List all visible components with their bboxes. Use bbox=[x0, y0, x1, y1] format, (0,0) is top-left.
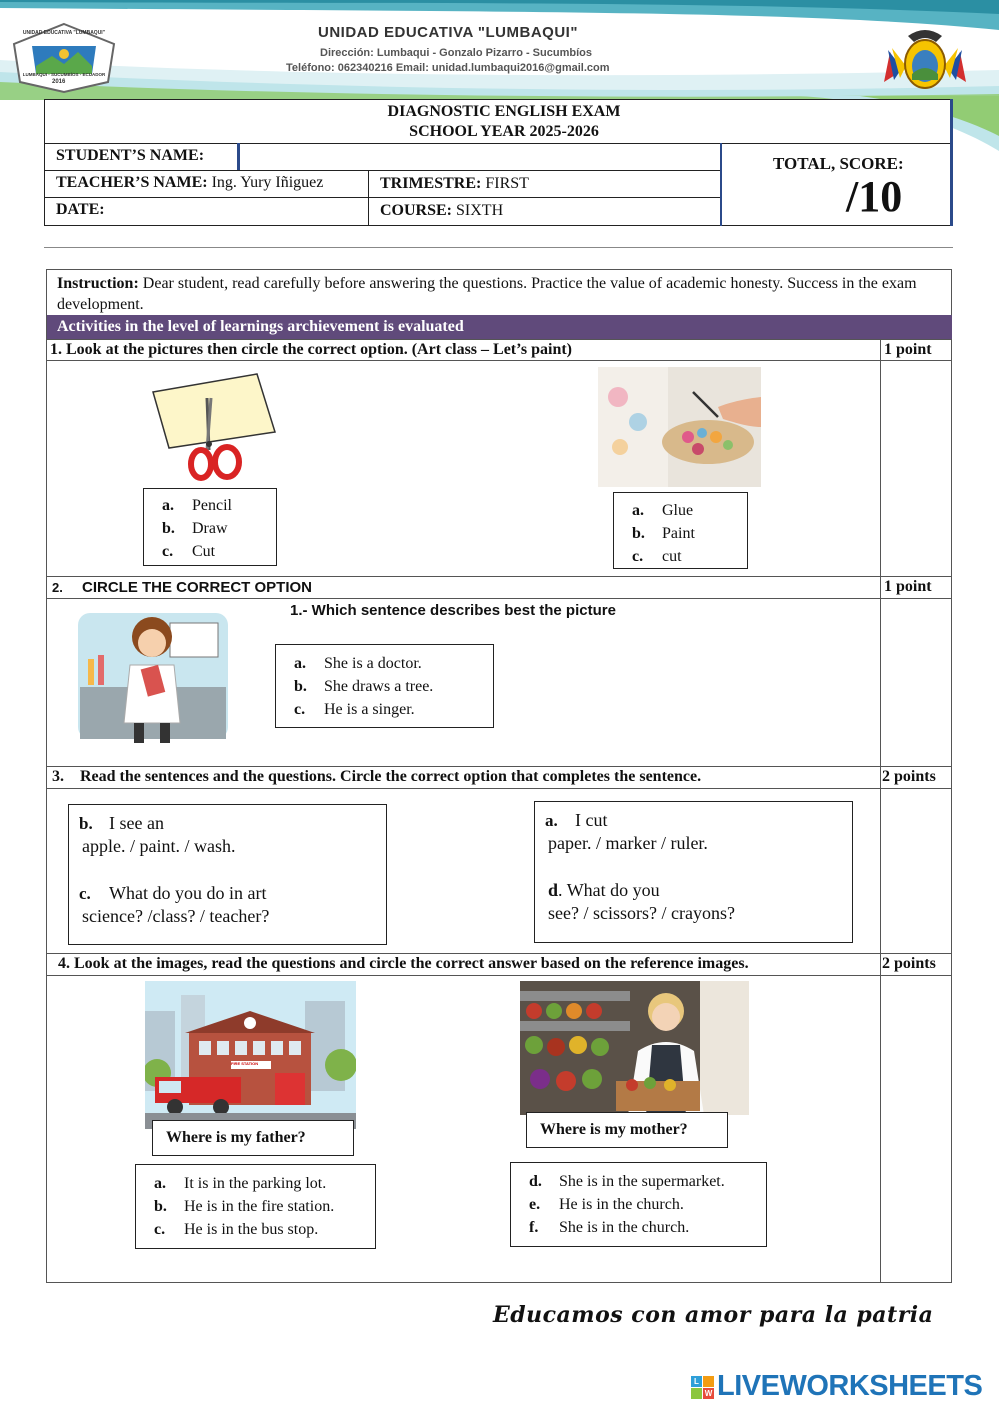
q4-title: 4. Look at the images, read the questions and circle the correct answer based on the reference images. bbox=[58, 955, 749, 972]
q4-option-b[interactable]: b. He is in the fire station. bbox=[154, 1198, 335, 1215]
q2-options bbox=[275, 644, 494, 728]
q1-option-2a[interactable]: a. Glue bbox=[632, 502, 694, 519]
q2-option-c[interactable]: c. He is a singer. bbox=[294, 701, 415, 718]
exam-school-year: SCHOOL YEAR 2025-2026 bbox=[409, 123, 599, 140]
supermarket-image bbox=[520, 981, 749, 1115]
fire-station-image bbox=[145, 981, 356, 1129]
logo-cell-l: L bbox=[691, 1376, 702, 1387]
logo-cell-green bbox=[691, 1388, 702, 1399]
q3-box-1 bbox=[68, 804, 387, 945]
q3-item-c-options[interactable]: science? /class? / teacher? bbox=[82, 906, 270, 926]
q4-option-d[interactable]: d. She is in the supermarket. bbox=[529, 1173, 725, 1190]
q1-option-1c[interactable]: c. Cut bbox=[162, 543, 216, 560]
teacher-name: TEACHER’S NAME: Ing. Yury Iñiguez bbox=[56, 174, 324, 191]
q2-option-a[interactable]: a. She is a doctor. bbox=[294, 655, 422, 672]
q4-points: 2 points bbox=[882, 955, 936, 972]
date-field[interactable] bbox=[150, 199, 364, 223]
q1-option-2b[interactable]: b. Paint bbox=[632, 525, 695, 542]
date-label: DATE: bbox=[56, 201, 105, 218]
q4-option-e[interactable]: e. He is in the church. bbox=[529, 1196, 684, 1213]
q2-points: 1 point bbox=[884, 578, 932, 595]
q1-title: 1. Look at the pictures then circle the correct option. (Art class – Let’s paint) bbox=[50, 341, 572, 358]
q3-item-a: a. I cut bbox=[545, 810, 608, 830]
q3-points: 2 points bbox=[882, 768, 936, 785]
q4-option-f[interactable]: f. She is in the church. bbox=[529, 1219, 690, 1236]
logo-year: 2016 bbox=[52, 79, 66, 85]
painting-palette-image bbox=[598, 367, 761, 487]
school-name: UNIDAD EDUCATIVA "LUMBAQUI" bbox=[318, 24, 578, 41]
q3-item-b-options[interactable]: apple. / paint. / wash. bbox=[82, 836, 236, 856]
logo-text-top: UNIDAD EDUCATIVA "LUMBAQUI" bbox=[22, 30, 106, 36]
doctor-image bbox=[70, 605, 236, 747]
school-contact: Teléfono: 062340216 Email: unidad.lumbaqui2016@gmail.com bbox=[286, 62, 610, 74]
q3-item-c: c. What do you do in art bbox=[79, 883, 267, 903]
logo-cell-w: W bbox=[704, 1389, 713, 1398]
q2-title: 2. CIRCLE THE CORRECT OPTION bbox=[52, 579, 313, 596]
logo-cell-orange bbox=[703, 1376, 714, 1387]
q1-options-2 bbox=[613, 492, 748, 569]
course: COURSE: SIXTH bbox=[380, 202, 504, 219]
logo-text-bottom: LUMBAQUI - SUCUMBÍOS - ECUADOR bbox=[22, 72, 106, 77]
q4-option-a[interactable]: a. It is in the parking lot. bbox=[154, 1175, 327, 1192]
liveworksheets-logo-icon bbox=[691, 1376, 715, 1400]
motto: Educamos con amor para la patria bbox=[493, 1302, 934, 1328]
q3-box-2 bbox=[534, 801, 853, 943]
q4-mother-options bbox=[510, 1162, 767, 1247]
activities-banner: Activities in the level of learnings archievement is evaluated bbox=[47, 315, 952, 339]
score-value: /10 bbox=[846, 172, 903, 221]
fire-station-sign: FIRE STATION bbox=[231, 1061, 259, 1066]
q1-points: 1 point bbox=[884, 341, 932, 358]
q3-item-d: d. What do you bbox=[548, 880, 660, 900]
score-label: TOTAL, SCORE: bbox=[773, 154, 904, 173]
liveworksheets-brand[interactable]: LIVEWORKSHEETS bbox=[717, 1370, 983, 1402]
q3-item-d-options[interactable]: see? / scissors? / crayons? bbox=[548, 903, 735, 923]
q4-father-options bbox=[135, 1164, 376, 1249]
school-address: Dirección: Lumbaqui - Gonzalo Pizarro - Sucumbíos bbox=[320, 47, 592, 59]
student-name-field[interactable] bbox=[242, 145, 716, 168]
mother-question: Where is my mother? bbox=[526, 1112, 728, 1148]
trimester: TRIMESTRE: FIRST bbox=[380, 175, 529, 192]
student-name-label: STUDENT’S NAME: bbox=[56, 147, 205, 164]
exam-title: DIAGNOSTIC ENGLISH EXAM bbox=[387, 103, 621, 120]
coat-of-arms-icon bbox=[880, 22, 970, 92]
q2-option-b[interactable]: b. She draws a tree. bbox=[294, 678, 434, 695]
instruction-text: Instruction: Dear student, read carefully before answering the questions. Practice the value of academic honesty. Success in the exam development. bbox=[57, 275, 917, 313]
q1-option-2c[interactable]: c. cut bbox=[632, 548, 682, 565]
scissors-cutting-paper-image bbox=[145, 370, 280, 482]
q1-option-1b[interactable]: b. Draw bbox=[162, 520, 228, 537]
father-question: Where is my father? bbox=[152, 1120, 354, 1156]
q3-item-a-options[interactable]: paper. / marker / ruler. bbox=[548, 833, 708, 853]
q2-question: 1.- Which sentence describes best the picture bbox=[290, 602, 616, 619]
q1-option-1a[interactable]: a. Pencil bbox=[162, 497, 232, 514]
q1-options-1 bbox=[143, 488, 277, 566]
q3-item-b: b. I see an bbox=[79, 813, 164, 833]
q4-option-c[interactable]: c. He is in the bus stop. bbox=[154, 1221, 319, 1238]
q3-title: 3. Read the sentences and the questions. Circle the correct option that completes the sentence. bbox=[52, 768, 702, 785]
